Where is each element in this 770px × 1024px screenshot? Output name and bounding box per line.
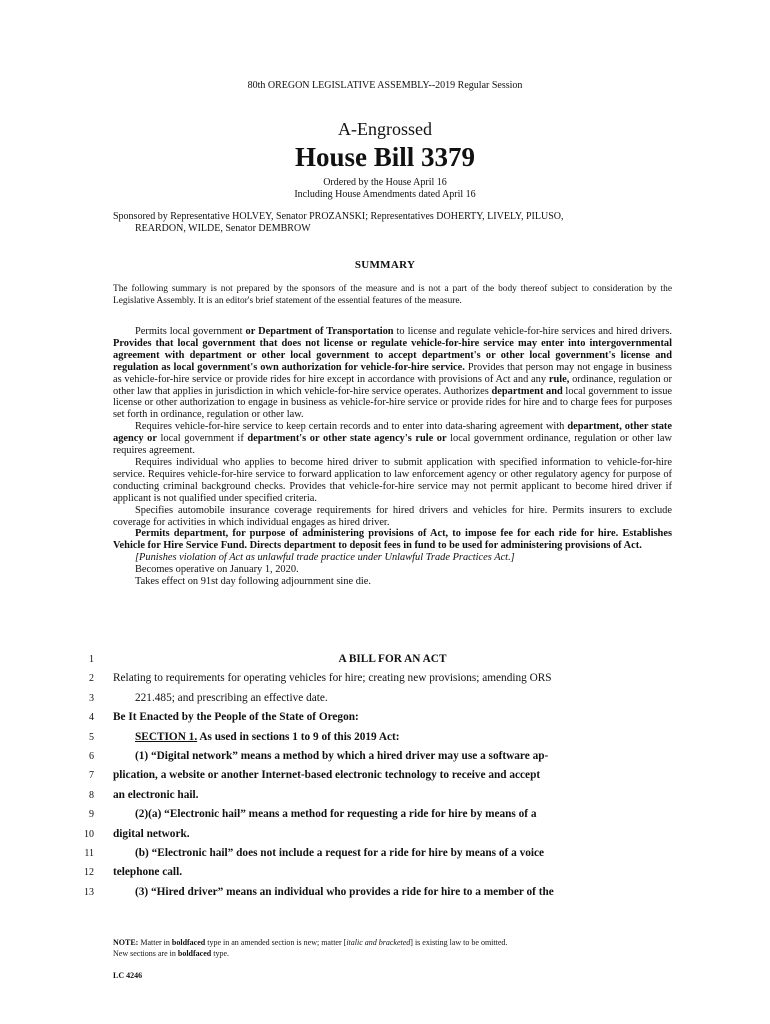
bill-line xyxy=(0,766,770,785)
summary-paragraph-4: Specifies automobile insurance coverage requirements for hired drivers and vehicles for hire. Permits insurers to exclude coverage for activities in which individual engages as hired driver. xyxy=(113,504,672,528)
bill-line-text: an electronic hail. xyxy=(113,788,199,801)
line-number: 5 xyxy=(89,731,94,743)
summary-paragraph-5: Permits department, for purpose of administering provisions of Act, to impose fee for each ride for hire. Establishes Vehicle for Hire Service Fund. Directs department to deposit fees in fund to be used for administering provisions of Act. xyxy=(113,528,672,552)
summary-text: Provides that person may not engage in business as vehicle-for-hire service or provide rides for hire except in accordance with provisions of Act and any xyxy=(113,361,672,385)
note-text: ] is existing law to be omitted. xyxy=(410,938,508,947)
bill-line xyxy=(0,844,770,863)
bill-line-text: 221.485; and prescribing an effective date. xyxy=(135,691,328,704)
line-number: 6 xyxy=(89,750,94,762)
note-bold: boldfaced xyxy=(177,949,212,958)
line-number: 10 xyxy=(84,828,94,840)
amended-text: department's or other state agency's rule or xyxy=(247,433,447,445)
bill-line xyxy=(0,786,770,805)
bill-line-text: (b) “Electronic hail” does not include a request for a ride for hire by means of a voice xyxy=(135,846,545,859)
summary-text: Permits local government xyxy=(135,326,246,337)
section-heading xyxy=(135,728,672,747)
note-italic: italic and bracketed xyxy=(346,938,411,947)
amended-text: department, other state agency or xyxy=(113,421,672,445)
line-number: 1 xyxy=(89,654,94,665)
bill-line xyxy=(0,650,770,669)
summary-intro: The following summary is not prepared by the sponsors of the measure and is not a part of the body thereof subject to consideration by the Legislative Assembly. It is an editor's brief statement of the essential features of the measure. xyxy=(113,284,672,306)
bill-line-text: (3) “Hired driver” means an individual who provides a ride for hire to a member of the xyxy=(135,885,554,898)
note-bold: boldfaced xyxy=(171,938,206,947)
summary-text: local government if xyxy=(156,433,248,445)
bill-line xyxy=(0,747,770,766)
bill-line xyxy=(0,689,770,708)
summary-paragraph-3: Requires individual who applies to become hired driver to submit application with specified information to vehicle-for-hire service. Requires vehicle-for-hire service to forward application to law enforcement agency or other regulatory agency for purpose of conducting criminal background checks. Provides that vehicle-for-hire service may not permit applicant to become hired driver if applicant is not qualified under specified criteria. xyxy=(113,456,672,504)
line-number: 11 xyxy=(84,847,94,859)
note-text: type in an amended section is new; matter [ xyxy=(205,938,347,947)
amended-text: Provides that local government that does not license or regulate vehicle-for-hire service may enter into intergovernmental agreement with department or other local government to accept department's or other local government's license and regulation as local government's own authorization for vehicle-for-hire service. xyxy=(113,337,672,373)
note-text: type. xyxy=(211,949,229,958)
bill-line xyxy=(0,863,770,882)
bill-line-text: telephone call. xyxy=(113,866,183,879)
session-header: 80th OREGON LEGISLATIVE ASSEMBLY--2019 Regular Session xyxy=(247,80,523,91)
bill-text xyxy=(0,650,770,902)
summary-text: to license and regulate vehicle-for-hire services and hired drivers. xyxy=(393,326,672,337)
summary-heading: SUMMARY xyxy=(354,259,416,271)
note-text: New sections are in xyxy=(113,949,178,958)
section-heading-text: As used in sections 1 to 9 of this 2019 Act: xyxy=(197,730,400,743)
enacting-clause: Be It Enacted by the People of the State of Oregon: xyxy=(113,711,359,724)
ordered-line-1: Ordered by the House April 16 xyxy=(323,177,447,188)
summary-paragraph-2 xyxy=(113,421,672,457)
line-number: 2 xyxy=(89,673,94,685)
sponsors xyxy=(113,211,672,235)
bill-line xyxy=(0,728,770,747)
footnote-line-2 xyxy=(113,948,673,959)
lc-number: LC 4246 xyxy=(113,971,143,980)
bill-title: House Bill 3379 xyxy=(294,142,476,172)
line-number: 7 xyxy=(89,770,94,782)
line-number: 4 xyxy=(89,712,94,724)
engrossed-label: A-Engrossed xyxy=(338,119,432,139)
summary-body xyxy=(113,326,672,588)
summary-text: ordinance, regulation or other law that applies in jurisdiction in which vehicle-for-hire service operates. Authorizes xyxy=(113,373,673,397)
note-text: Matter in xyxy=(138,938,172,947)
sponsors-line-2: REARDON, WILDE, Senator DEMBROW xyxy=(135,223,311,234)
summary-text: local government to issue license or other authorization to engage in business as vehicle-for-hire service or provide rides for hire and to charge fees for purposes set forth in ordinance, regulation or other law. xyxy=(113,385,673,421)
footnote xyxy=(113,937,673,959)
bill-line xyxy=(0,669,770,688)
summary-paragraph-6: [Punishes violation of Act as unlawful trade practice under Unlawful Trade Practices Act.] xyxy=(135,552,515,564)
summary-text: Requires vehicle-for-hire service to keep certain records and to enter into data-sharing agreement with xyxy=(135,421,568,433)
bill-line-text: plication, a website or another Internet-based electronic technology to receive and accept xyxy=(113,769,541,782)
bill-line-text: (1) “Digital network” means a method by which a hired driver may use a software ap- xyxy=(135,749,549,762)
bill-line-text: digital network. xyxy=(113,827,190,840)
line-number: 3 xyxy=(89,692,94,704)
bill-line xyxy=(0,805,770,824)
line-number: 13 xyxy=(84,886,94,898)
bill-line-text: Relating to requirements for operating vehicles for hire; creating new provisions; amending ORS xyxy=(113,672,552,685)
bill-line xyxy=(0,708,770,727)
ordered-info xyxy=(0,177,770,201)
section-number: SECTION 1. xyxy=(135,730,198,743)
summary-paragraph-8: Takes effect on 91st day following adjournment sine die. xyxy=(135,576,371,588)
bill-line xyxy=(0,825,770,844)
summary-text: local government ordinance, regulation or other law requires agreement. xyxy=(113,433,672,457)
amended-text: department and xyxy=(491,385,563,397)
amended-text: or Department of Transportation xyxy=(245,326,394,337)
ordered-line-2: Including House Amendments dated April 16 xyxy=(294,189,476,200)
bill-line xyxy=(0,883,770,902)
footnote-line-1 xyxy=(113,937,673,948)
bill-line-text: (2)(a) “Electronic hail” means a method for requesting a ride for hire by means of a xyxy=(135,808,537,821)
line-number: 9 xyxy=(89,809,94,821)
sponsors-line-1: Sponsored by Representative HOLVEY, Senator PROZANSKI; Representatives DOHERTY, LIVELY, PILUSO, xyxy=(113,211,564,222)
note-label: NOTE: xyxy=(113,938,139,947)
summary-paragraph-1 xyxy=(113,326,672,421)
amended-text: rule, xyxy=(548,373,570,385)
line-number: 8 xyxy=(89,789,94,801)
summary-paragraph-7: Becomes operative on January 1, 2020. xyxy=(135,564,299,576)
line-number: 12 xyxy=(84,867,94,879)
bill-act-heading: A BILL FOR AN ACT xyxy=(338,653,447,665)
